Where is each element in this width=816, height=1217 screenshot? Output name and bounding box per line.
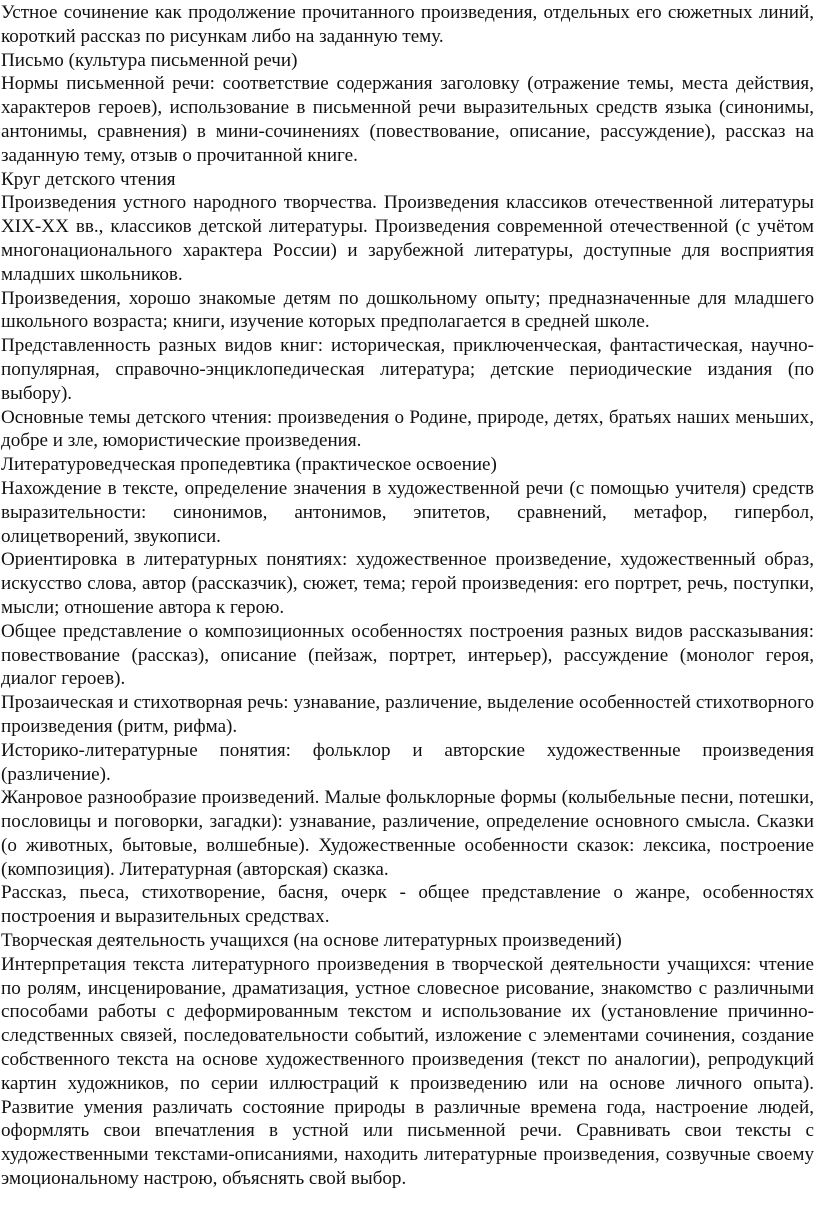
paragraph-folk-works: Произведения устного народного творчества. Произведения классиков отечественной литературы XIX-XX вв., классиков детской литературы. Произведения современной отечественной (с учётом многонационального характера России) и зарубежной литературы, доступные для восприятия младших школьников. <box>1 192 814 285</box>
paragraph-interpretation: Интерпретация текста литературного произведения в творческой деятельности учащихся: чтение по ролям, инсценирование, драматизация, устное словесное рисование, знакомство с различными способами работы с деформированным текстом и использование их (установление причинно-следственных связей, последовательности событий, изложение с элементами сочинения, создание собственного текста на основе художественного произведения (текст по аналогии), репродукций картин художников, по серии иллюстраций к произведению или на основе личного опыта). Развитие умения различать состояние природы в различные времена года, настроение людей, оформлять свои впечатления в устной или письменной речи. Сравнивать свои тексты с художественными текстами-описаниями, находить литературные произведения, созвучные своему эмоциональному настрою, объяснять свой выбор. <box>1 953 814 1190</box>
section-heading-creative-activity: Творческая деятельность учащихся (на основе литературных произведений) <box>1 930 622 952</box>
paragraph-genres-overview: Рассказ, пьеса, стихотворение, басня, очерк - общее представление о жанре, особенностях построения и выразительных средствах. <box>1 882 814 928</box>
paragraph-preschool-works: Произведения, хорошо знакомые детям по дошкольному опыту; предназначенные для младшего школьного возраста; книги, изучение которых предполагается в средней школе. <box>1 287 814 333</box>
paragraph-genre-diversity: Жанровое разнообразие произведений. Малые фольклорные формы (колыбельные песни, потешки, пословицы и поговорки, загадки): узнавание, различение, определение основного смысла. Сказки (о животных, бытовые, волшебные). Художественные особенности сказок: лексика, построение (композиция). Литературная (авторская) сказка. <box>1 787 814 880</box>
paragraph-prose-verse: Прозаическая и стихотворная речь: узнавание, различение, выделение особенностей стихотворного произведения (ритм, рифма). <box>1 692 814 737</box>
section-heading-literary-propaedeutics: Литературоведческая пропедевтика (практическое освоение) <box>1 454 497 476</box>
section-heading-writing: Письмо (культура письменной речи) <box>1 49 298 71</box>
paragraph-expressive-means: Нахождение в тексте, определение значения в художественной речи (с помощью учителя) средств выразительности: синонимов, антонимов, эпитетов, сравнений, метафор, гипербол, олицетворений, звукописи. <box>1 477 814 547</box>
paragraph-composition-features: Общее представление о композиционных особенностях построения разных видов рассказывания: повествование (рассказ), описание (пейзаж, портрет, интерьер), рассуждение (монолог героя, диалог героев). <box>1 620 814 690</box>
paragraph-writing-norms: Нормы письменной речи: соответствие содержания заголовку (отражение темы, места действия, характеров героев), использование в письменной речи выразительных средств языка (синонимы, антонимы, сравнения) в мини-сочинениях (повествование, описание, рассуждение), рассказ на заданную тему, отзыв о прочитанной книге. <box>1 73 814 166</box>
paragraph-oral-composition: Устное сочинение как продолжение прочитанного произведения, отдельных его сюжетных линий, короткий рассказ по рисункам либо на заданную тему. <box>1 2 814 47</box>
paragraph-book-types: Представленность разных видов книг: историческая, приключенческая, фантастическая, научно-популярная, справочно-энциклопедическая литература; детские периодические издания (по выбору). <box>1 335 814 404</box>
paragraph-main-themes: Основные темы детского чтения: произведения о Родине, природе, детях, братьях наших меньших, добре и зле, юмористические произведения. <box>1 406 814 452</box>
paragraph-literary-concepts: Ориентировка в литературных понятиях: художественное произведение, художественный образ, искусство слова, автор (рассказчик), сюжет, тема; герой произведения: его портрет, речь, поступки, мысли; отношение автора к герою. <box>1 549 814 618</box>
paragraph-historical-concepts: Историко-литературные понятия: фольклор и авторские художественные произведения (различение). <box>1 739 814 785</box>
section-heading-reading-circle: Круг детского чтения <box>1 168 176 190</box>
